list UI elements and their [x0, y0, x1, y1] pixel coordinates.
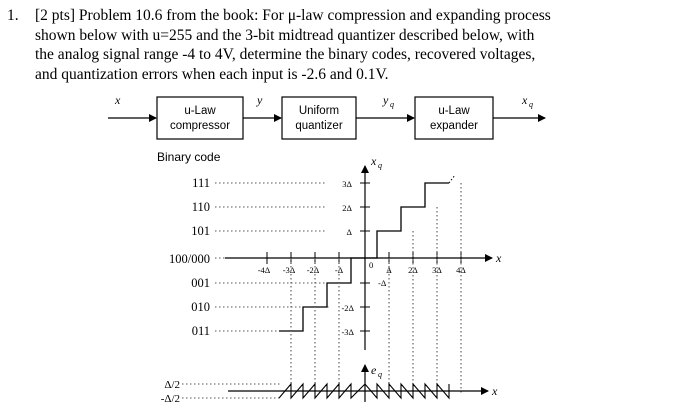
- quantizer-label-1: Uniform: [298, 105, 340, 117]
- binary-code-100-000: 100/000: [169, 252, 210, 266]
- quantizer-staircase: [279, 183, 449, 331]
- y-tick-label: -2Δ: [341, 303, 354, 313]
- input-signal-label: x: [115, 93, 121, 107]
- y-tick-label: 2Δ: [342, 203, 352, 213]
- output-signal-subscript: q: [529, 100, 533, 109]
- xq-axis-subscript: q: [378, 161, 382, 170]
- block-diagram: [108, 93, 545, 139]
- code-leader-lines: [215, 183, 330, 331]
- error-level-pos: Δ/2: [164, 379, 180, 391]
- x-tick-label: 3Δ: [432, 265, 442, 275]
- origin-label: 0: [369, 260, 374, 270]
- binary-code-111: 111: [192, 176, 210, 190]
- xq-axis-label: x: [371, 154, 377, 168]
- problem-line: [2 pts] Problem 10.6 from the book: For μ-law compression and expanding process: [35, 7, 551, 24]
- binary-code-title: Binary code: [157, 150, 221, 164]
- x-tick-label: 2Δ: [408, 265, 418, 275]
- error-chart: [161, 363, 498, 405]
- compressor-label-1: u-Law: [184, 105, 216, 117]
- x-tick-label: -3Δ: [282, 265, 296, 275]
- eq-axis-label: e: [371, 363, 377, 377]
- x-tick-label: -2Δ: [306, 265, 320, 275]
- binary-code-110: 110: [191, 200, 210, 214]
- y-tick-label: 3Δ: [342, 179, 352, 189]
- x-tick-label: 4Δ: [456, 265, 466, 275]
- binary-code-011: 011: [191, 324, 210, 338]
- problem-number: 1.: [7, 7, 19, 24]
- binary-code-101: 101: [191, 224, 210, 238]
- y-tick-label: -Δ: [378, 278, 387, 288]
- y-tick-label: -3Δ: [341, 327, 354, 337]
- quantizer-chart: [157, 150, 502, 394]
- error-x-axis-label: x: [492, 384, 498, 398]
- expander-label-1: u-Law: [438, 105, 470, 117]
- staircase-continuation: [449, 175, 455, 183]
- quantized-signal-label: y: [383, 93, 389, 107]
- quantizer-block: [282, 97, 356, 139]
- x-tick-label: -4Δ: [257, 265, 271, 275]
- compressor-label-2: compressor: [169, 120, 231, 132]
- problem-line: shown below with u=255 and the 3-bit midtread quantizer described below, with: [35, 26, 535, 44]
- problem-line: and quantization errors when each input is -2.6 and 0.1V.: [35, 65, 389, 83]
- quantizer-label-2: quantizer: [295, 120, 343, 132]
- binary-code-001: 001: [191, 276, 210, 290]
- eq-axis-subscript: q: [378, 370, 382, 379]
- expander-label-2: expander: [430, 120, 478, 132]
- problem-line: the analog signal range -4 to 4V, determine the binary codes, recovered voltages,: [35, 46, 536, 64]
- expander-block: [415, 97, 493, 139]
- error-level-neg: -Δ/2: [160, 393, 180, 405]
- x-tick-label: -Δ: [334, 265, 344, 275]
- output-signal-label: x: [522, 93, 528, 107]
- quantized-signal-subscript: q: [390, 100, 394, 109]
- x-axis-label: x: [496, 251, 502, 265]
- x-tick-label: Δ: [386, 265, 392, 275]
- compressor-block: [157, 97, 243, 139]
- y-tick-label: Δ: [346, 227, 352, 237]
- compressed-signal-label: y: [257, 93, 263, 107]
- binary-code-010: 010: [191, 300, 210, 314]
